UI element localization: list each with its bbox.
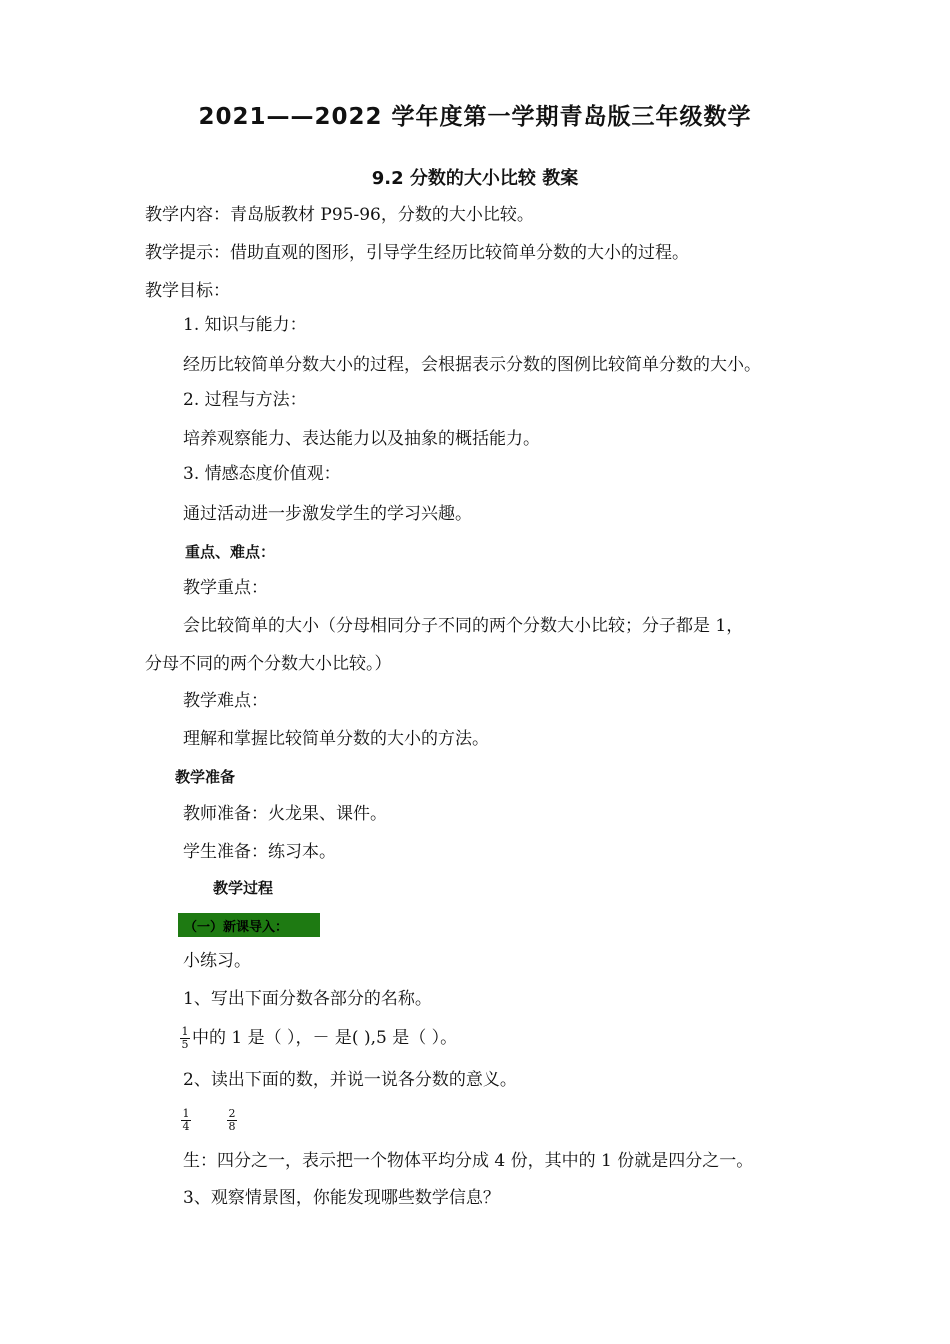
- question-1-blanks: 中的 1 是（ ），－ 是( ),5 是（ ）。: [192, 1028, 458, 1048]
- goal-2-title: 2. 过程与方法：: [183, 390, 307, 410]
- student-preparation: 学生准备：练习本。: [183, 842, 336, 862]
- process-heading: 教学过程: [213, 879, 274, 897]
- section-1-label: （一）新课导入：: [184, 920, 289, 935]
- fraction-denominator: 4: [182, 1120, 190, 1133]
- fraction-one-fifth: [180, 1026, 190, 1051]
- key-point-text-1: 会比较简单的大小（分母相同分子不同的两个分数大小比较；分子都是 1，: [183, 616, 744, 636]
- goal-1-title: 1. 知识与能力：: [183, 315, 307, 335]
- question-2: 2、读出下面的数，并说一说各分数的意义。: [183, 1070, 517, 1090]
- difficulty-text: 理解和掌握比较简单分数的大小的方法。: [183, 729, 489, 749]
- document-title: 2021——2022 学年度第一学期青岛版三年级数学: [198, 104, 752, 130]
- preparation-heading: 教学准备: [175, 768, 236, 786]
- question-3: 3、观察情景图，你能发现哪些数学信息？: [183, 1188, 500, 1208]
- difficulty-heading: 教学难点：: [183, 691, 268, 711]
- fraction-two-eighths: [227, 1108, 237, 1133]
- student-answer: 生：四分之一，表示把一个物体平均分成 4 份，其中的 1 份就是四分之一。: [183, 1151, 754, 1171]
- goal-3-title: 3. 情感态度价值观：: [183, 464, 341, 484]
- key-point-heading: 教学重点：: [183, 578, 268, 598]
- fraction-denominator: 8: [228, 1120, 236, 1133]
- key-difficulty-heading: 重点、难点：: [185, 543, 276, 561]
- fraction-one-quarter: [181, 1108, 191, 1133]
- practice-label: 小练习。: [183, 951, 251, 971]
- goal-1-text: 经历比较简单分数大小的过程，会根据表示分数的图例比较简单分数的大小。: [183, 355, 761, 375]
- teaching-content: 教学内容：青岛版教材 P95-96，分数的大小比较。: [145, 205, 534, 225]
- fraction-numerator: 2: [228, 1107, 236, 1120]
- key-point-text-2: 分母不同的两个分数大小比较。）: [145, 654, 392, 674]
- goal-2-text: 培养观察能力、表达能力以及抽象的概括能力。: [183, 429, 540, 449]
- fraction-numerator: 1: [182, 1107, 190, 1120]
- teaching-hint: 教学提示：借助直观的图形，引导学生经历比较简单分数的大小的过程。: [145, 243, 689, 263]
- teacher-preparation: 教师准备：火龙果、课件。: [183, 804, 387, 824]
- lesson-subtitle: 9.2 分数的大小比较 教案: [371, 168, 579, 189]
- goal-3-text: 通过活动进一步激发学生的学习兴趣。: [183, 504, 472, 524]
- section-1-highlight: [178, 913, 320, 937]
- goals-heading: 教学目标：: [145, 281, 230, 301]
- question-1: 1、写出下面分数各部分的名称。: [183, 989, 432, 1009]
- fraction-numerator: 1: [181, 1025, 189, 1038]
- fraction-denominator: 5: [181, 1038, 189, 1051]
